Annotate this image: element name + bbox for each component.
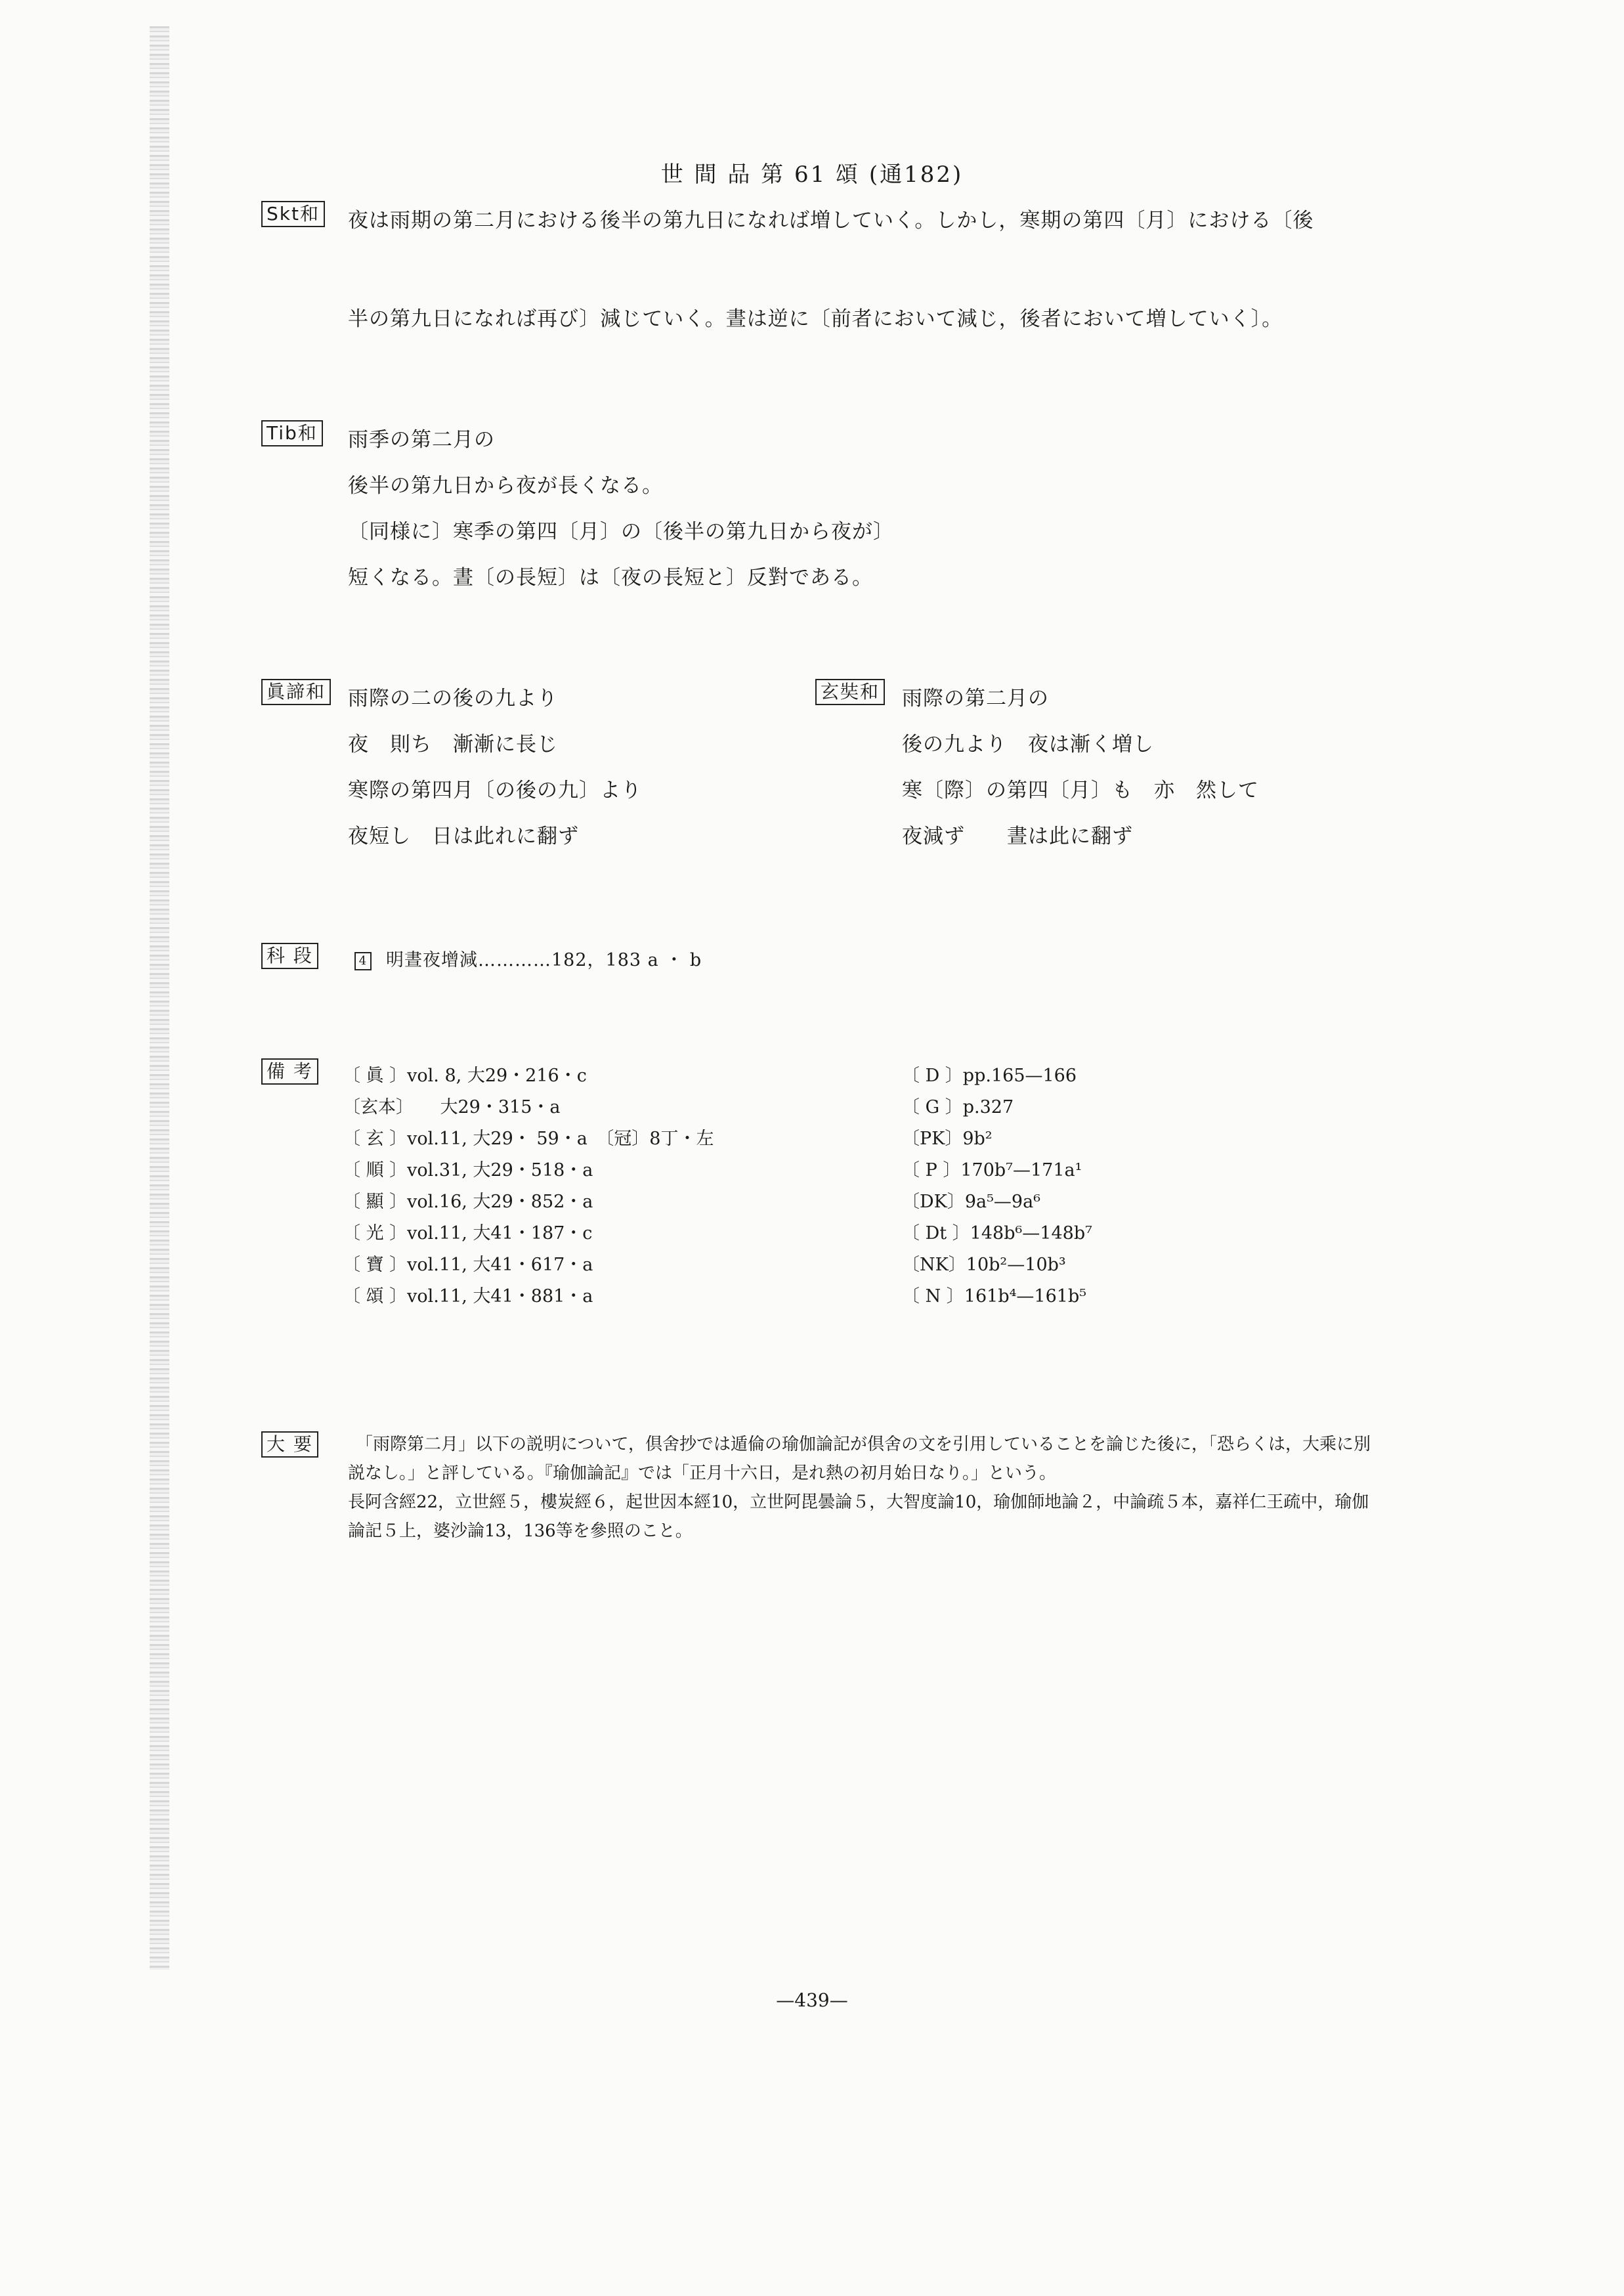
biko-left-4: 〔 順 〕vol.31, 大29・518・a <box>343 1160 593 1180</box>
biko-left-8: 〔 頌 〕vol.11, 大41・881・a <box>343 1286 593 1307</box>
biko-right-6: 〔 Dt 〕148b⁶—148b⁷ <box>902 1223 1092 1244</box>
biko-right-5: 〔DK〕9a⁵—9a⁶ <box>902 1192 1041 1212</box>
shintai-label: 眞諦和 <box>261 679 331 705</box>
biko-left-3: 〔 玄 〕vol.11, 大29・ 59・a 〔冠〕8丁・左 <box>343 1129 714 1149</box>
shintai-line-3: 寒際の第四月〔の後の九〕より <box>348 779 642 802</box>
biko-left-1: 〔 眞 〕vol. 8, 大29・216・c <box>343 1066 587 1086</box>
skt-line-2: 半の第九日になれば再び〕減じていく。晝は逆に〔前者において減じ，後者において増していく〕。 <box>348 307 1283 331</box>
taiyo-refs: 長阿含經22，立世經５，樓炭經６，起世因本經10，立世阿毘曇論５，大智度論10，瑜伽師地論２，中論疏５本，嘉祥仁王疏中，瑜伽論記５上，婆沙論13，136等を參照のこと。 <box>348 1492 1369 1541</box>
skt-line-1: 夜は雨期の第二月における後半の第九日になれば増していく。しかし，寒期の第四〔月〕における〔後 <box>348 209 1314 232</box>
biko-right-4: 〔 P 〕170b⁷—171a¹ <box>902 1160 1082 1180</box>
genjo-line-1: 雨際の第二月の <box>902 687 1049 710</box>
tib-line-3: 〔同様に〕寒季の第四〔月〕の〔後半の第九日から夜が〕 <box>348 520 894 544</box>
tib-line-1: 雨季の第二月の <box>348 428 495 452</box>
biko-left-5: 〔 顯 〕vol.16, 大29・852・a <box>343 1192 593 1212</box>
biko-left-7: 〔 寶 〕vol.11, 大41・617・a <box>343 1255 593 1275</box>
biko-right-3: 〔PK〕9b² <box>902 1129 993 1149</box>
genjo-label: 玄奘和 <box>815 679 885 705</box>
tib-line-2: 後半の第九日から夜が長くなる。 <box>348 474 663 498</box>
biko-left-2: 〔玄本〕 大29・315・a <box>343 1097 561 1117</box>
genjo-line-2: 後の九より 夜は漸く増し <box>902 733 1154 756</box>
tib-line-4: 短くなる。晝〔の長短〕は〔夜の長短と〕反對である。 <box>348 566 873 590</box>
biko-label: 備 考 <box>261 1058 318 1085</box>
tib-label: Tib和 <box>261 420 323 446</box>
scan-edge-shadow <box>150 26 169 1970</box>
taiyo-text: 「雨際第二月」以下の説明について，倶舍抄では遁倫の瑜伽論記が倶舍の文を引用していることを論じた後に，「恐らくは，大乘に別説なし。」と評している。『瑜伽論記』では「正月十六日，是れ熱の初月始日なり。」という。 <box>348 1435 1371 1483</box>
skt-label: Skt和 <box>261 201 325 227</box>
shintai-line-4: 夜短し 日は此れに翻ず <box>348 825 579 848</box>
shintai-line-1: 雨際の二の後の九より <box>348 687 558 710</box>
biko-right-2: 〔 G 〕p.327 <box>902 1097 1014 1117</box>
kadan-entry <box>354 945 702 971</box>
genjo-line-4: 夜減ず 晝は此に翻ず <box>902 825 1133 848</box>
page-title: 世 間 品 第 61 頌 (通182) <box>660 162 964 188</box>
genjo-line-3: 寒〔際〕の第四〔月〕も 亦 然して <box>902 779 1259 802</box>
biko-left-6: 〔 光 〕vol.11, 大41・187・c <box>343 1223 593 1244</box>
page-number: —439— <box>776 1989 848 2011</box>
taiyo-label: 大 要 <box>261 1431 318 1458</box>
kadan-label: 科 段 <box>261 943 318 969</box>
biko-right-1: 〔 D 〕pp.165—166 <box>902 1066 1077 1086</box>
kadan-text: 明晝夜增減…………182，183 a ・ b <box>386 950 702 970</box>
biko-right-7: 〔NK〕10b²—10b³ <box>902 1255 1066 1275</box>
biko-right-8: 〔 N 〕161b⁴—161b⁵ <box>902 1286 1087 1307</box>
kadan-number-box: 4 <box>354 952 372 970</box>
shintai-line-2: 夜 則ち 漸漸に長じ <box>348 733 558 756</box>
